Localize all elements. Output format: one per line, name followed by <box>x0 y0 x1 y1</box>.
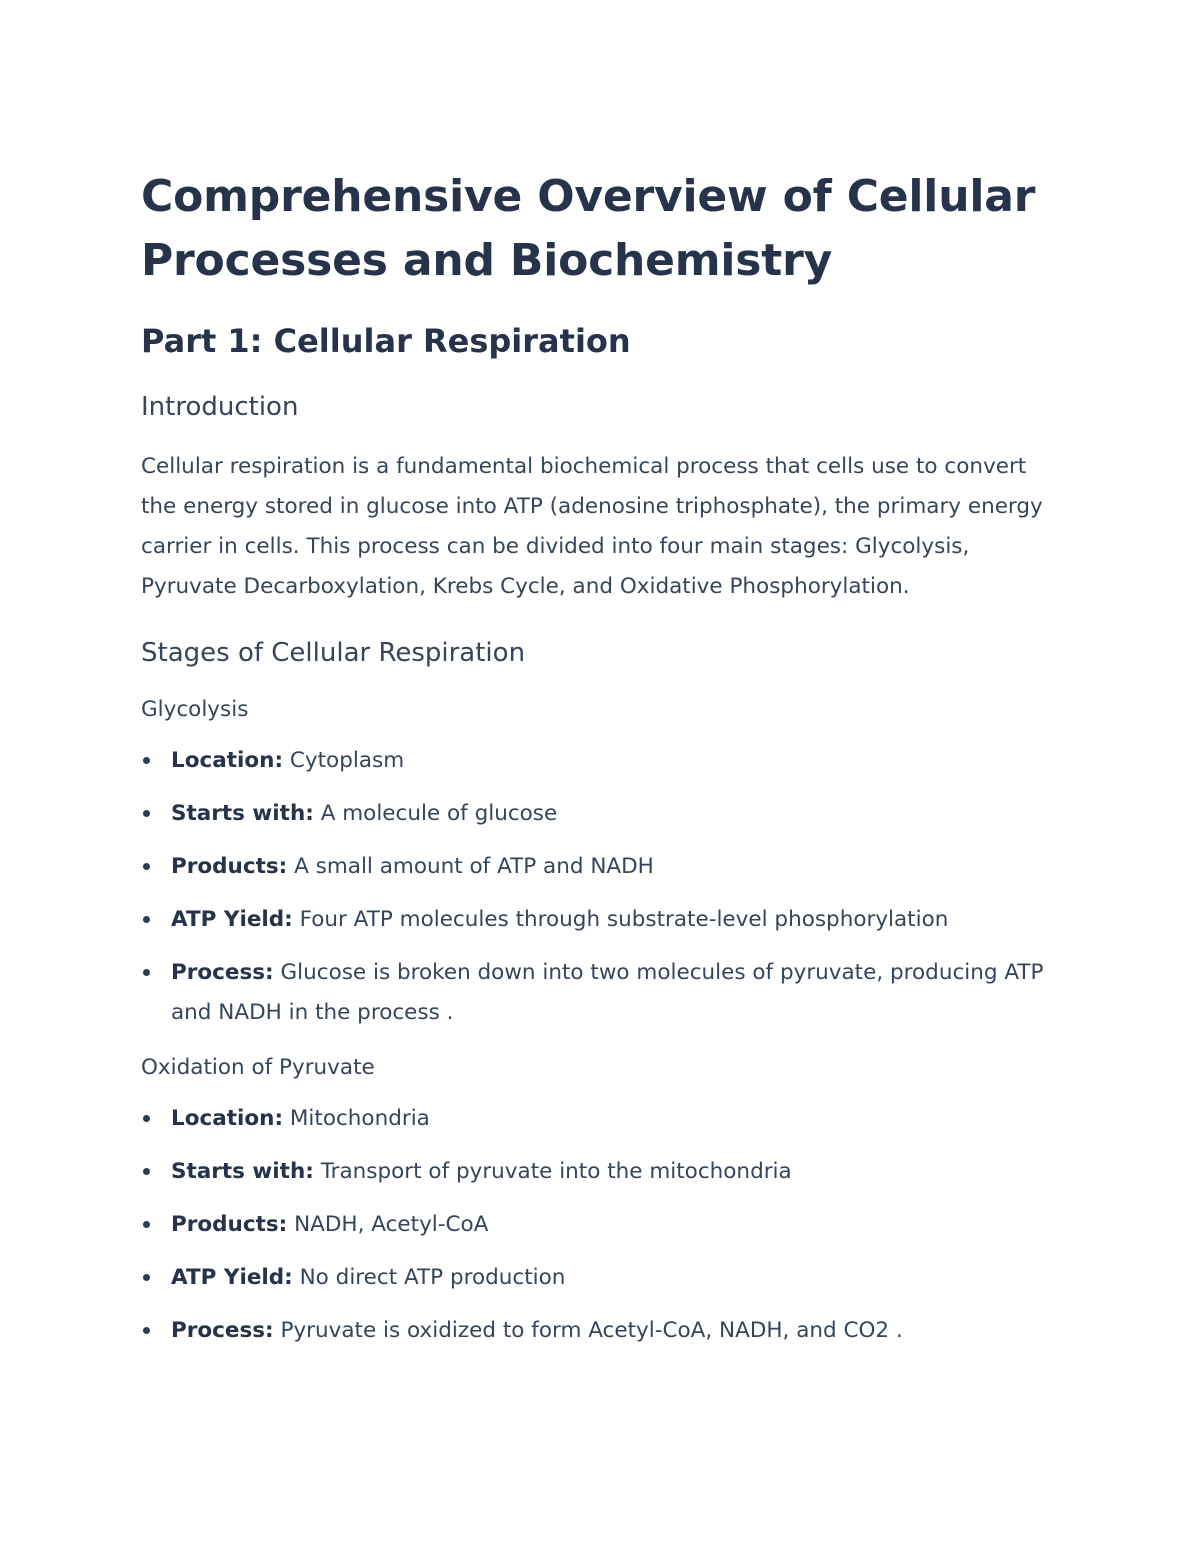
bullet-icon <box>143 757 150 764</box>
part-heading: Part 1: Cellular Respiration <box>141 322 631 360</box>
list-item <box>141 900 1061 940</box>
list-item <box>141 953 1061 1033</box>
list-item <box>141 1152 1061 1192</box>
bullet-icon <box>143 863 150 870</box>
document-title: Comprehensive Overview of Cellular Processes and Biochemistry <box>141 171 1036 286</box>
oxidation-heading: Oxidation of Pyruvate <box>141 1055 375 1080</box>
item-label: ATP Yield: <box>171 1265 293 1290</box>
item-label: Process: <box>171 960 274 985</box>
item-text: Four ATP molecules through substrate-level phosphorylation <box>292 907 949 932</box>
item-text: A small amount of ATP and NADH <box>287 854 654 879</box>
list-item <box>141 794 1061 834</box>
bullet-icon <box>143 810 150 817</box>
glycolysis-heading: Glycolysis <box>141 697 249 722</box>
item-text: Cytoplasm <box>283 748 405 773</box>
item-label: Location: <box>171 1106 284 1131</box>
item-label: Products: <box>171 1212 288 1237</box>
list-item <box>141 1311 1061 1351</box>
bullet-icon <box>143 916 150 923</box>
bullet-icon <box>143 1221 150 1228</box>
item-label: Starts with: <box>171 801 314 826</box>
bullet-icon <box>143 1274 150 1281</box>
list-item <box>141 741 1061 781</box>
list-item <box>141 1258 1061 1298</box>
bullet-icon <box>143 1168 150 1175</box>
item-text: A molecule of glucose <box>313 801 558 826</box>
bullet-icon <box>143 1115 150 1122</box>
list-item <box>141 847 1061 887</box>
intro-heading: Introduction <box>141 392 299 422</box>
item-label: ATP Yield: <box>171 907 293 932</box>
item-text: NADH, Acetyl-CoA <box>287 1212 489 1237</box>
item-label: Products: <box>171 854 288 879</box>
item-label: Location: <box>171 748 284 773</box>
item-text: No direct ATP production <box>292 1265 566 1290</box>
bullet-icon <box>143 969 150 976</box>
oxidation-list <box>141 1099 1061 1351</box>
glycolysis-list <box>141 741 1061 1033</box>
item-text: Transport of pyruvate into the mitochondria <box>313 1159 792 1184</box>
list-item <box>141 1099 1061 1139</box>
intro-paragraph: Cellular respiration is a fundamental biochemical process that cells use to convert the energy stored in glucose into ATP (adenosine triphosphate), the primary energy carrier in cells. This process can be divided into four main stages: Glycolysis, Pyruvate Decarboxylation, Krebs Cycle, and Oxidative Phosphorylation. <box>141 454 1043 599</box>
item-label: Starts with: <box>171 1159 314 1184</box>
document-page <box>141 165 1061 1351</box>
item-text: Glucose is broken down into two molecules of pyruvate, producing ATP and NADH in the process . <box>171 960 1044 1025</box>
list-item <box>141 1205 1061 1245</box>
stages-heading: Stages of Cellular Respiration <box>141 638 526 668</box>
item-text: Pyruvate is oxidized to form Acetyl-CoA, NADH, and CO2 . <box>273 1318 903 1343</box>
bullet-icon <box>143 1327 150 1334</box>
item-label: Process: <box>171 1318 274 1343</box>
item-text: Mitochondria <box>283 1106 430 1131</box>
